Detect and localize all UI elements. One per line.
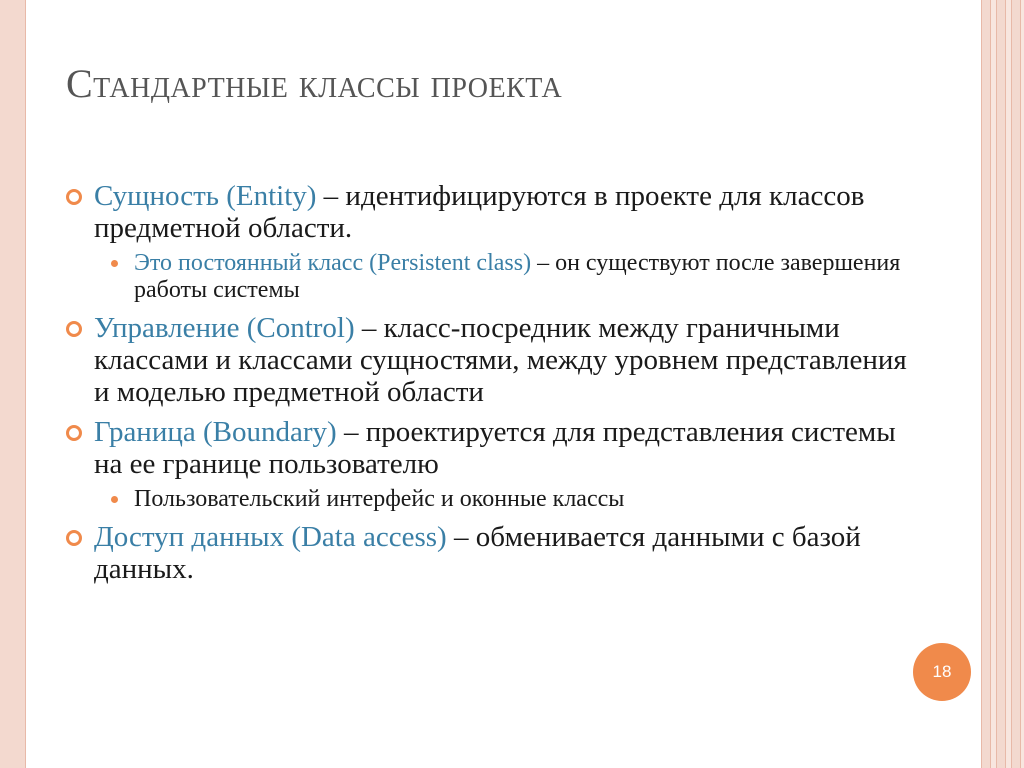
bullet-item-entity bbox=[66, 180, 926, 244]
bullet-item-boundary bbox=[66, 416, 926, 480]
sub-bullet-text: – он существуют после завершения работы системы bbox=[134, 250, 901, 303]
term-entity: Сущность (Entity) bbox=[94, 180, 317, 212]
dot-bullet-icon bbox=[111, 260, 118, 267]
circle-bullet-icon bbox=[66, 189, 82, 205]
term-data-access: Доступ данных (Data access) bbox=[94, 521, 447, 553]
sub-bullet-item-ui bbox=[66, 486, 926, 513]
term-control: Управление (Control) bbox=[94, 312, 355, 344]
circle-bullet-icon bbox=[66, 321, 82, 337]
circle-bullet-icon bbox=[66, 530, 82, 546]
bullet-item-data-access bbox=[66, 521, 926, 585]
bullet-text: – проектируется для представления системы на ее границе пользователю bbox=[94, 416, 896, 480]
bullet-text: – идентифицируются в проекте для классов предметной области. bbox=[94, 180, 865, 244]
bullet-item-control bbox=[66, 312, 926, 408]
bullet-text: – обменивается данными с базой данных. bbox=[94, 521, 861, 585]
circle-bullet-icon bbox=[66, 425, 82, 441]
bullet-text: – класс-посредник между граничными классами и классами сущностями, между уровнем представления и моделью предметной области bbox=[94, 312, 907, 408]
slide-title: Стандартные классы проекта bbox=[66, 61, 563, 106]
decor-stripe-left bbox=[0, 0, 25, 768]
term-persistent: Это постоянный класс (Persistent class) bbox=[134, 250, 532, 276]
sub-bullet-item-persistent bbox=[66, 250, 926, 304]
slide bbox=[25, 0, 982, 768]
page-number-badge: 18 bbox=[913, 643, 971, 701]
sub-bullet-text: Пользовательский интерфейс и оконные классы bbox=[134, 486, 625, 512]
dot-bullet-icon bbox=[111, 496, 118, 503]
bullet-list bbox=[66, 180, 926, 593]
term-boundary: Граница (Boundary) bbox=[94, 416, 337, 448]
decor-stripe-right bbox=[982, 0, 1024, 768]
